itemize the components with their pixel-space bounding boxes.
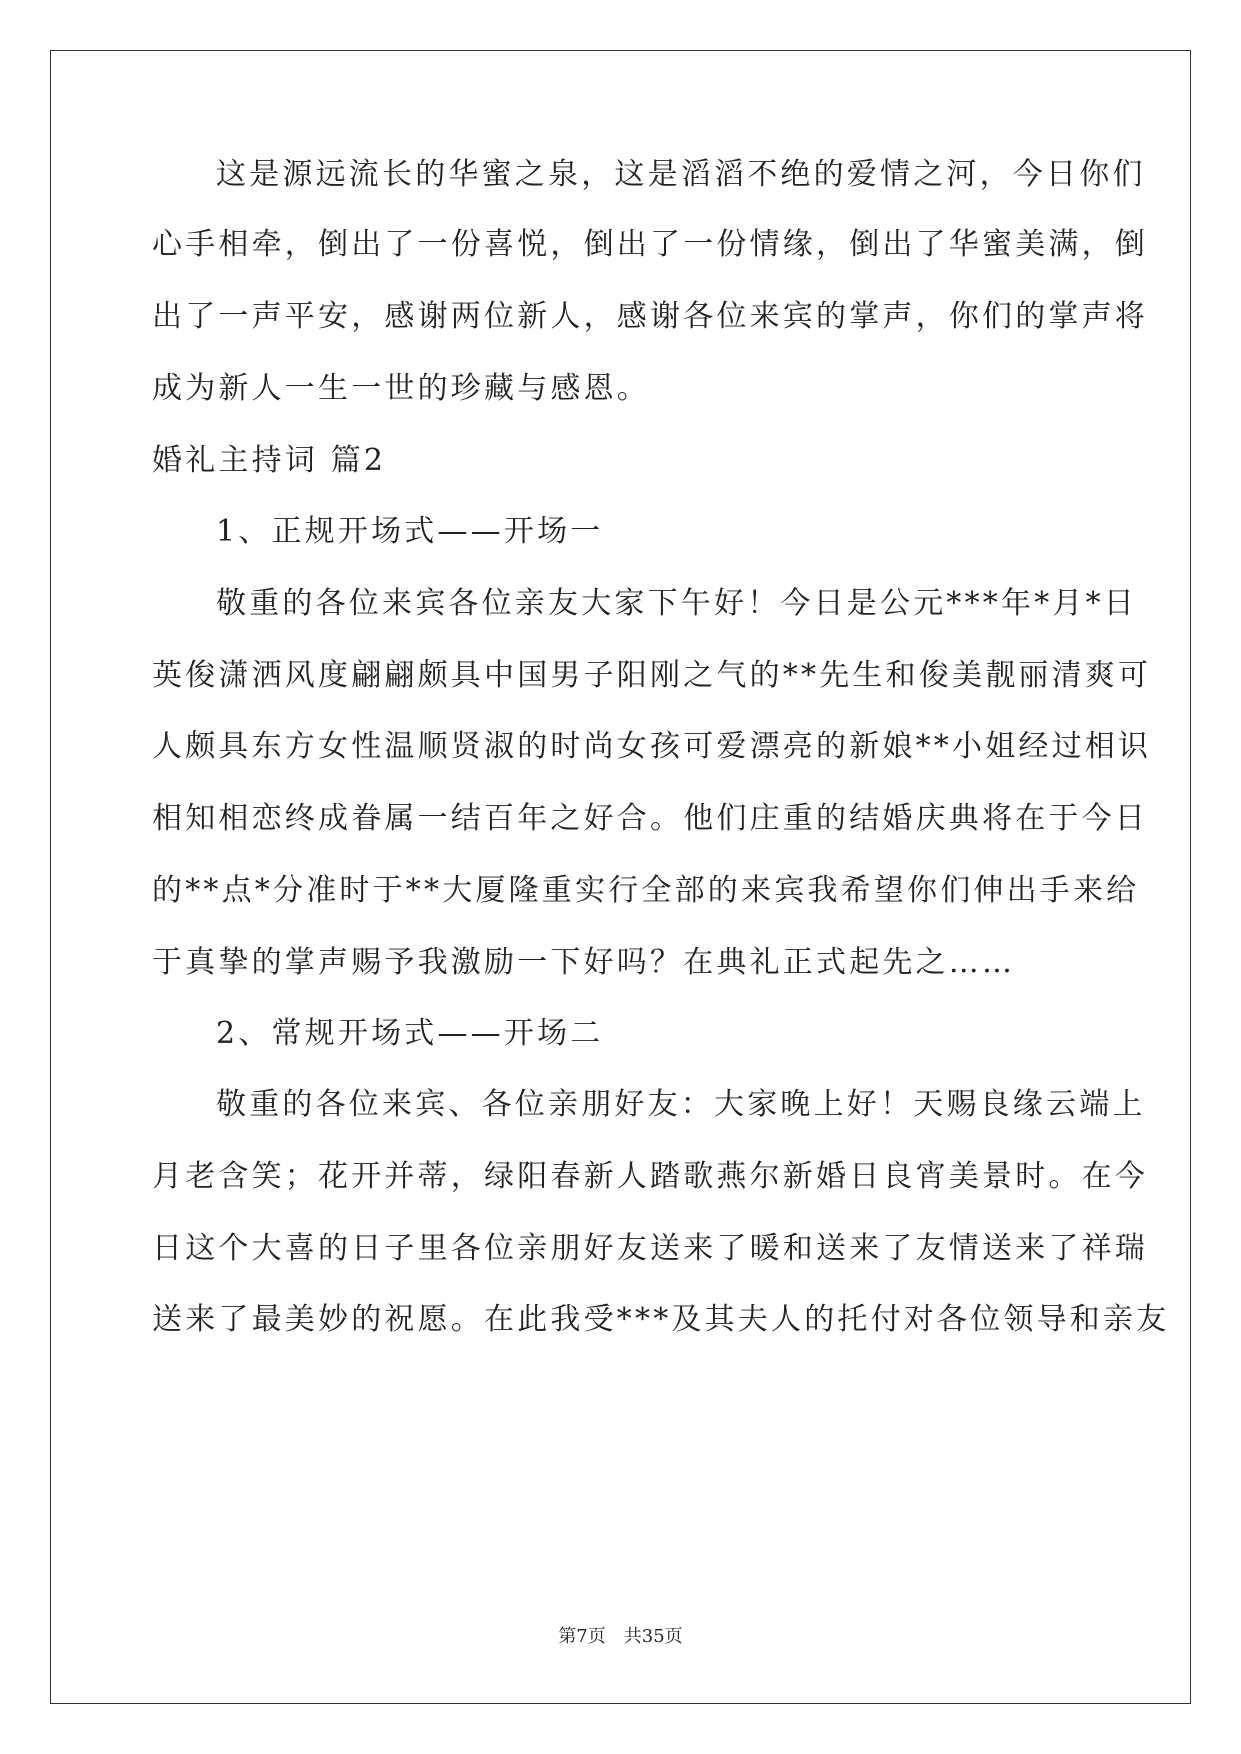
page-footer: 第7页 共35页: [558, 1626, 683, 1647]
paragraph-line: 敬重的各位来宾各位亲友大家下午好！今日是公元***年*月*日: [216, 586, 1137, 621]
paragraph-line: 于真挚的掌声赐予我激励一下好吗？在典礼正式起先之……: [152, 945, 1016, 980]
paragraph-line: 相知相恋终成眷属一结百年之好合。他们庄重的结婚庆典将在于今日: [152, 801, 1148, 836]
paragraph-line: 月老含笑；花开并蒂，绿阳春新人踏歌燕尔新婚日良宵美景时。在今: [152, 1159, 1148, 1194]
subheading: 1、正规开场式——开场一: [216, 514, 604, 549]
paragraph-line: 人颇具东方女性温顺贤淑的时尚女孩可爱漂亮的新娘**小姐经过相识: [152, 729, 1152, 764]
section-heading: 婚礼主持词 篇2: [152, 443, 387, 478]
paragraph-line: 成为新人一生一世的珍藏与感恩。: [152, 371, 650, 406]
paragraph-line: 出了一声平安，感谢两位新人，感谢各位来宾的掌声，你们的掌声将: [152, 299, 1148, 334]
paragraph-line: 敬重的各位来宾、各位亲朋好友：大家晚上好！天赐良缘云端上: [216, 1087, 1146, 1122]
paragraph-line: 送来了最美妙的祝愿。在此我受***及其夫人的托付对各位领导和亲友: [152, 1302, 1170, 1337]
subheading: 2、常规开场式——开场二: [216, 1016, 604, 1051]
paragraph-line: 英俊潇洒风度翩翩颇具中国男子阳刚之气的**先生和俊美靓丽清爽可: [152, 658, 1152, 693]
paragraph-line: 心手相牵，倒出了一份喜悦，倒出了一份情缘，倒出了华蜜美满，倒: [152, 227, 1148, 262]
paragraph-line: 日这个大喜的日子里各位亲朋好友送来了暖和送来了友情送来了祥瑞: [152, 1231, 1148, 1266]
paragraph-line: 这是源远流长的华蜜之泉，这是滔滔不绝的爱情之河，今日你们: [216, 157, 1146, 192]
paragraph-line: 的**点*分准时于**大厦隆重实行全部的来宾我希望你们伸出手来给: [152, 873, 1140, 908]
